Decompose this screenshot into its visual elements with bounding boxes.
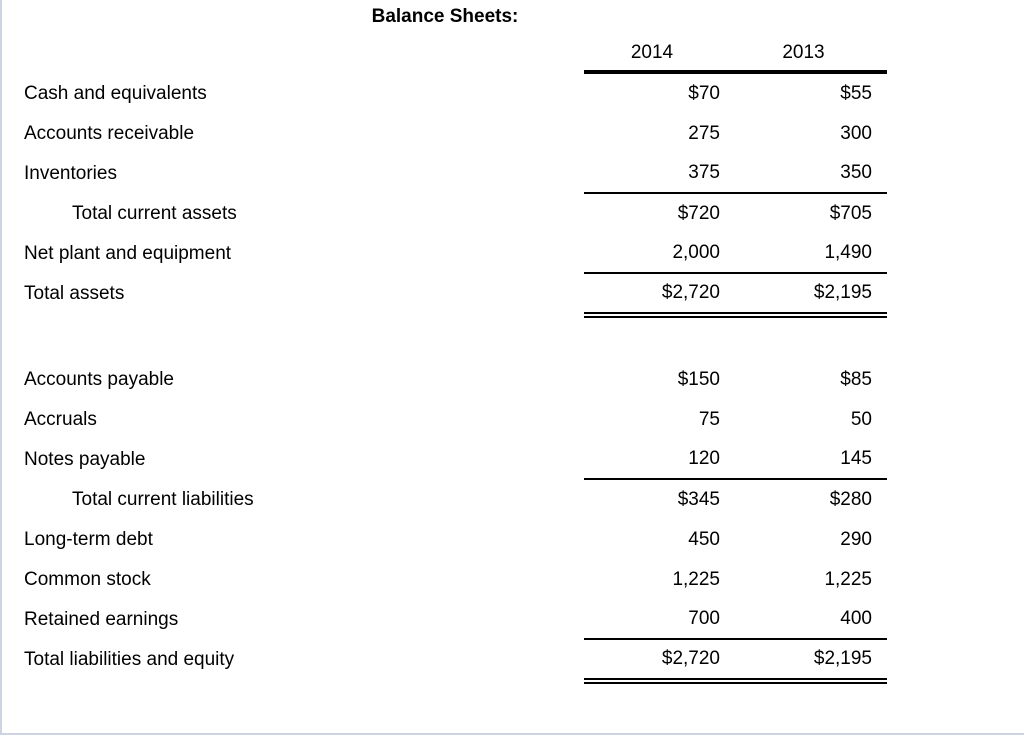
column-header-row	[2, 36, 888, 74]
row-label: Total liabilities and equity	[24, 649, 235, 670]
value-2013: 350	[840, 162, 872, 183]
row-label: Total assets	[24, 283, 125, 304]
value-2013: $2,195	[813, 282, 872, 303]
balance-sheet-table	[2, 2, 888, 680]
value-2014: $2,720	[661, 648, 720, 669]
column-header-2013: 2013	[782, 42, 825, 63]
value-2014: $345	[677, 489, 720, 510]
row-label: Accruals	[24, 409, 97, 430]
table-row	[2, 440, 888, 480]
row-values	[584, 114, 887, 154]
value-2013: 1,490	[824, 242, 872, 263]
table-row	[2, 154, 888, 194]
row-values	[584, 74, 887, 114]
row-values	[584, 480, 887, 520]
row-label: Retained earnings	[24, 609, 179, 630]
row-values	[584, 194, 887, 234]
value-2013: $705	[829, 203, 872, 224]
value-2014: 2,000	[672, 242, 720, 263]
value-2014: 1,225	[672, 569, 720, 590]
value-2013: $2,195	[813, 648, 872, 669]
row-label: Total current assets	[72, 203, 237, 224]
section-divider-gap	[2, 314, 888, 360]
value-2013: $85	[840, 369, 872, 390]
row-values	[584, 520, 887, 560]
row-label: Accounts payable	[24, 369, 174, 390]
value-2013: 290	[840, 529, 872, 550]
table-row	[2, 600, 888, 640]
row-label: Long-term debt	[24, 529, 153, 550]
value-2014: 450	[688, 529, 720, 550]
assets-section	[2, 74, 888, 314]
row-values	[584, 234, 887, 274]
value-2014: 275	[688, 123, 720, 144]
table-row	[2, 74, 888, 114]
table-row	[2, 194, 888, 234]
row-values	[584, 274, 887, 314]
value-2013: 300	[840, 123, 872, 144]
value-2013: 145	[840, 448, 872, 469]
row-label: Accounts receivable	[24, 123, 195, 144]
value-2014: $70	[688, 83, 720, 104]
row-label: Inventories	[24, 163, 117, 184]
row-values	[584, 600, 887, 640]
value-2013: 50	[850, 409, 872, 430]
value-2013: $280	[829, 489, 872, 510]
value-2014: $150	[677, 369, 720, 390]
value-2014: 75	[698, 409, 720, 430]
value-2014: $720	[677, 203, 720, 224]
table-row	[2, 560, 888, 600]
row-values	[584, 360, 887, 400]
value-2014: 700	[688, 608, 720, 629]
table-row	[2, 400, 888, 440]
table-row	[2, 480, 888, 520]
table-row	[2, 114, 888, 154]
table-row	[2, 234, 888, 274]
row-label: Net plant and equipment	[24, 243, 232, 264]
column-headers	[584, 36, 887, 74]
value-2013: 1,225	[824, 569, 872, 590]
row-values	[584, 640, 887, 680]
row-values	[584, 154, 887, 194]
column-header-2014: 2014	[630, 42, 674, 63]
row-label: Cash and equivalents	[24, 83, 207, 104]
value-2014: 120	[688, 448, 720, 469]
table-row	[2, 520, 888, 560]
value-2013: 400	[840, 608, 872, 629]
table-row	[2, 360, 888, 400]
table-row	[2, 640, 888, 680]
row-values	[584, 400, 887, 440]
header-spacer	[2, 36, 584, 74]
value-2014: 375	[688, 162, 720, 183]
row-values	[584, 560, 887, 600]
table-row	[2, 274, 888, 314]
page-title: Balance Sheets:	[371, 6, 519, 27]
liabilities-equity-section	[2, 360, 888, 680]
value-2014: $2,720	[661, 282, 720, 303]
row-values	[584, 440, 887, 480]
row-label: Total current liabilities	[72, 489, 254, 510]
value-2013: $55	[840, 83, 872, 104]
row-label: Notes payable	[24, 449, 146, 470]
row-label: Common stock	[24, 569, 151, 590]
